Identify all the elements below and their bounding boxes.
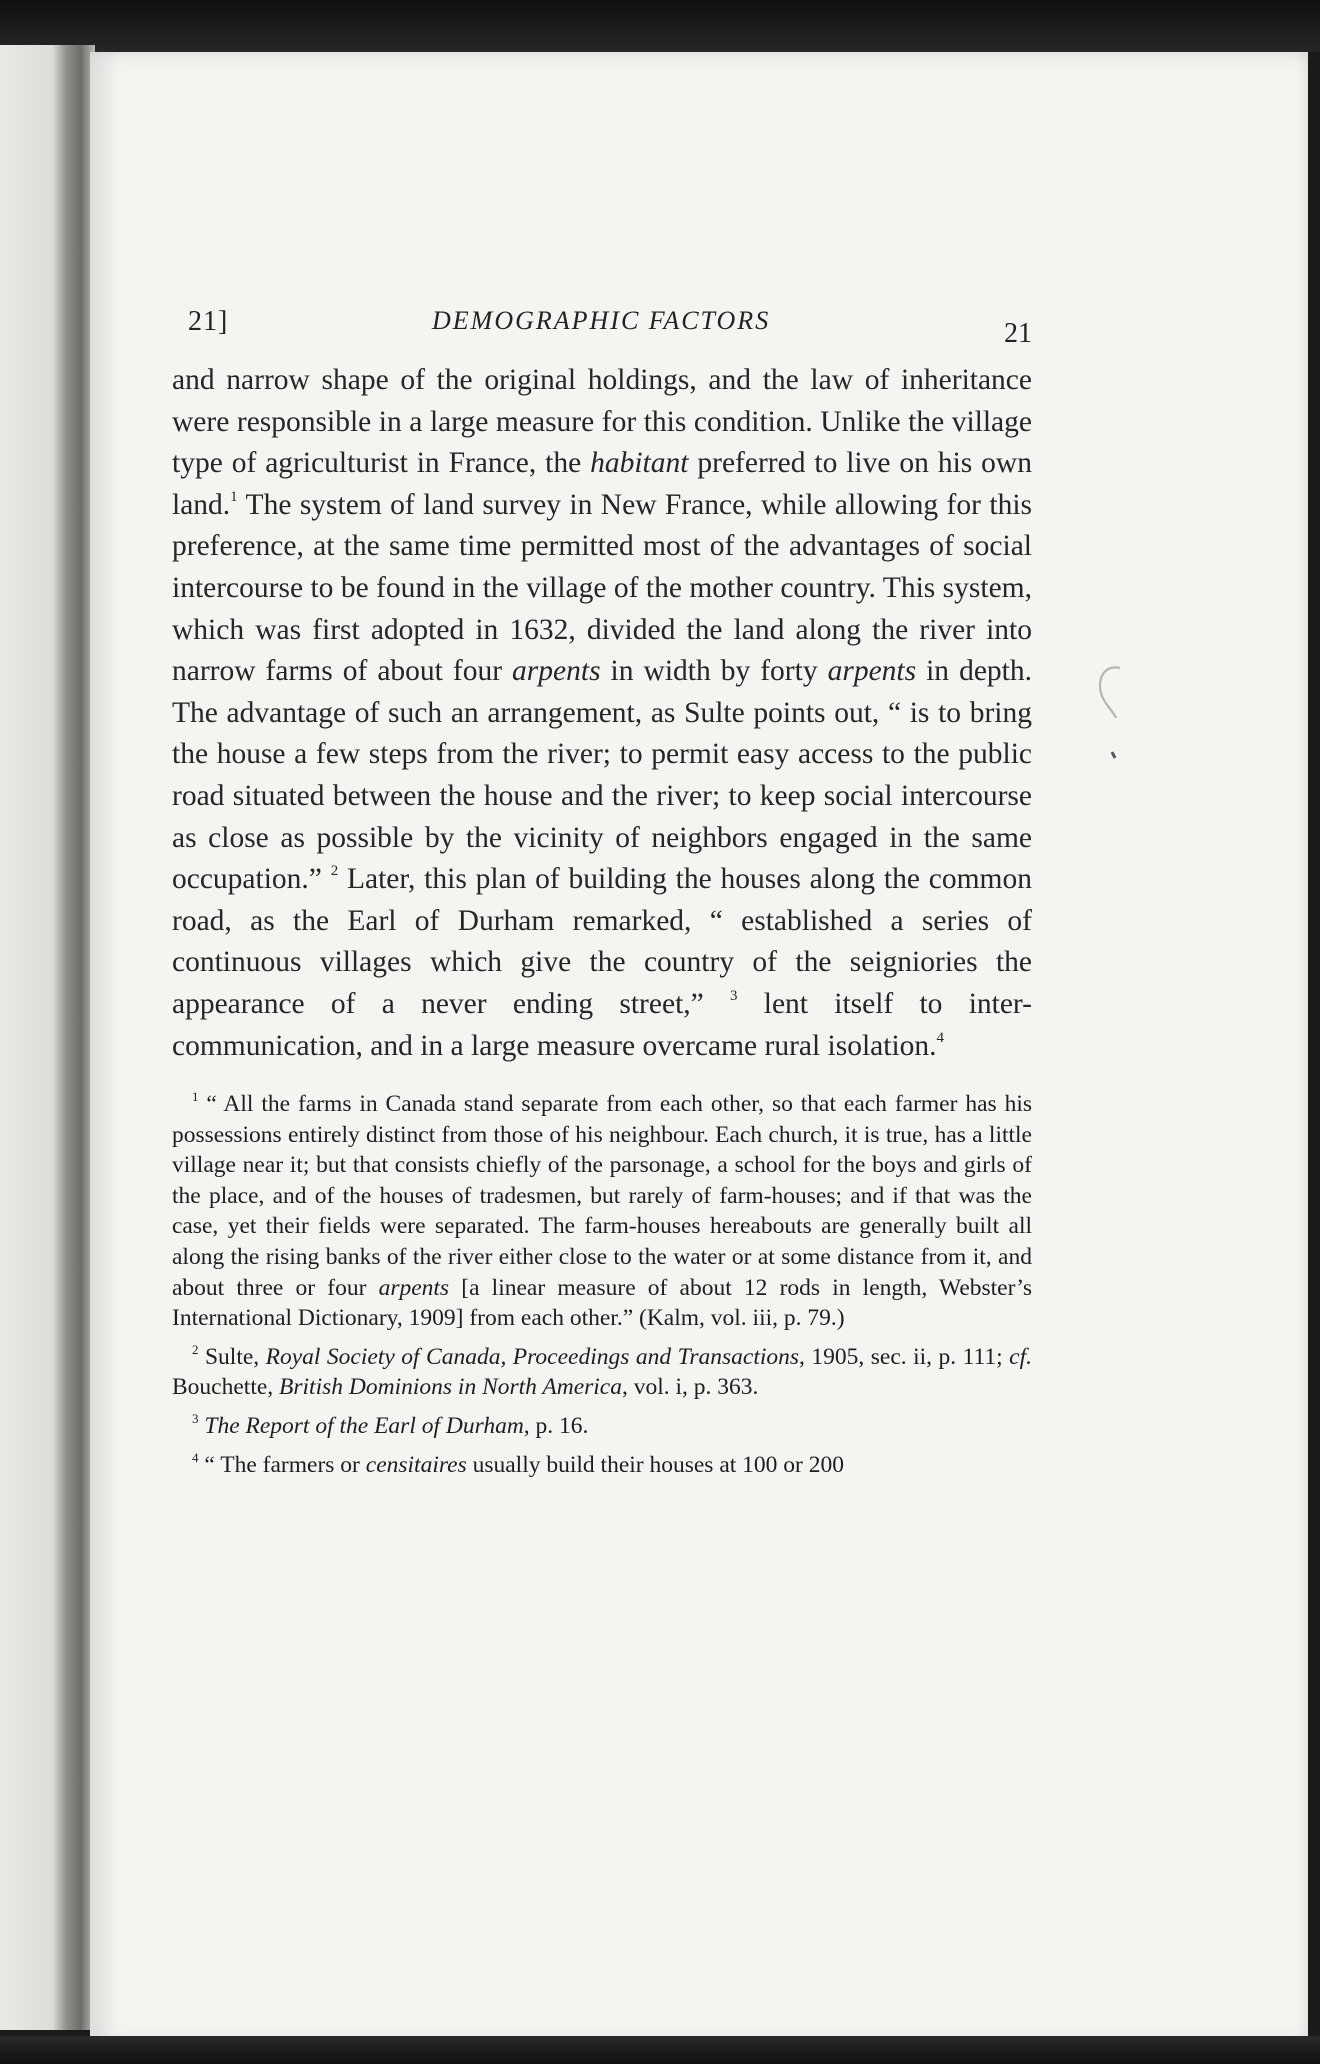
italic-term: arpents — [378, 1274, 450, 1301]
footnote-ref: 2 — [330, 863, 339, 880]
running-head — [172, 296, 1032, 348]
italic-term: cf. — [1009, 1343, 1032, 1370]
body-text-segment: The system of land survey in New France, while allowing for this preference, at the same time permitted most of the advantages of social intercourse to be found in the village of the mother country. This system, which was first adopted in 1632, divided the land along the river into narrow farms of about four — [172, 488, 1032, 688]
page-title: DEMOGRAPHIC FACTORS — [432, 306, 771, 335]
footnote-mark: 2 — [192, 1341, 199, 1357]
footnotes — [172, 1089, 1032, 1480]
footnote-text: [a linear measure of about 12 rods in length, Webster’s International Dictionary, 1909] from each other.” (Kalm, vol. iii, p. 79.) — [172, 1274, 1032, 1332]
footnote-text: , 1905, sec. ii, p. 111; — [799, 1343, 1010, 1370]
page-text-block — [172, 296, 1032, 1488]
italic-term: censitaires — [365, 1451, 467, 1478]
page-number: 21 — [1004, 318, 1032, 349]
body-text-segment: preferred to live on his own land. — [172, 447, 1032, 521]
scan-background-bottom — [0, 2036, 1320, 2064]
footnote-2 — [172, 1342, 1032, 1403]
body-text-segment: in depth. The advantage of such an arrangement, as Sulte points out, “ is to bring the house a few steps from the river; to permit easy access to the public road situated between the house and the river; to keep social intercourse as close as possible by the vicinity of neighbors engaged in the same occupation.” — [172, 655, 1032, 896]
footnote-mark: 3 — [192, 1411, 199, 1427]
footnote-1 — [172, 1089, 1032, 1334]
footnote-text: “ All the farms in Canada stand separate from each other, so that each farmer has his possessions entirely distinct from those of his neighbour. Each church, it is true, has a little village near it; but that consists chiefly of the parsonage, a school for the boys and girls of the place, and of the houses of tradesmen, but rarely of farm-houses; and if that was the case, yet their fields were separated. The farm-houses hereabouts are generally built all along the rising banks of the river either close to the water or at some distance from it, and about three or four — [172, 1091, 1032, 1301]
footnote-text: Sulte, — [198, 1343, 266, 1370]
body-text-segment: Later, this plan of building the houses along the common road, as the Earl of Durham remarked, “ established a series of continuous villages which give the country of the seigniories the appearance of a never ending street,” — [172, 863, 1032, 1020]
pencil-margin-mark-icon — [1090, 660, 1136, 770]
adjacent-page-edge — [0, 45, 95, 2030]
body-paragraph — [172, 360, 1032, 1067]
footnote-text: , p. 16. — [523, 1413, 589, 1440]
italic-term: arpents — [827, 655, 917, 688]
body-text-segment: in width by forty — [600, 655, 828, 688]
footnote-ref: 1 — [230, 488, 238, 505]
body-text-segment: lent itself to inter-communication, and in a large measure overcame rural isolation. — [172, 987, 1032, 1062]
footnote-4 — [172, 1450, 1032, 1481]
footnote-text: Bouchette, — [172, 1374, 280, 1401]
footnote-3 — [172, 1411, 1032, 1442]
footnote-mark: 1 — [192, 1089, 199, 1105]
italic-term: habitant — [590, 447, 689, 480]
footnote-text: , vol. i, p. 363. — [621, 1374, 759, 1401]
scan-background-top — [0, 0, 1320, 52]
page-number-bracketed: 21] — [188, 306, 229, 337]
italic-term: arpents — [512, 655, 601, 688]
footnote-ref: 3 — [730, 987, 738, 1004]
italic-title: The Report of the Earl of Durham — [198, 1413, 524, 1440]
footnote-ref: 4 — [936, 1029, 945, 1046]
body-text-segment: and narrow shape of the original holdings, and the law of inheritance were responsible in a large measure for this condition. Unlike the village type of agriculturist in France, the — [172, 364, 1032, 480]
italic-title: British Dominions in North America — [279, 1374, 622, 1401]
footnote-text: usually build their houses at 100 or 200 — [466, 1451, 844, 1478]
italic-title: Royal Society of Canada, Proceedings and Transactions — [265, 1343, 800, 1370]
footnote-mark: 4 — [192, 1449, 199, 1465]
footnote-text: “ The farmers or — [198, 1451, 366, 1478]
